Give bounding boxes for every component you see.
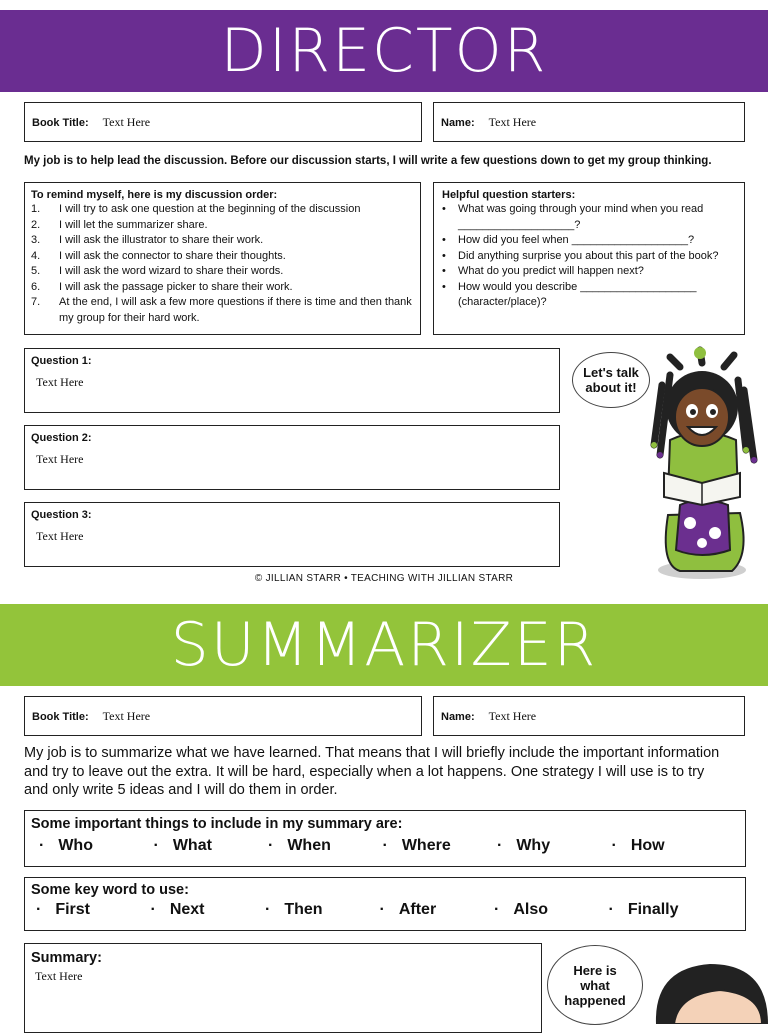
discussion-order-heading: To remind myself, here is my discussion order: xyxy=(31,189,278,201)
question-starter-item xyxy=(442,233,738,249)
include-words xyxy=(25,832,745,855)
question-3-field[interactable] xyxy=(24,502,560,567)
discussion-order-box xyxy=(24,182,421,335)
keyword-item xyxy=(265,901,380,919)
discussion-order-list xyxy=(31,202,414,326)
discussion-order-number: 2. xyxy=(31,218,41,231)
include-word-text: What xyxy=(172,837,212,854)
summarizer-banner xyxy=(0,604,768,686)
question-2-value[interactable]: Text Here xyxy=(36,452,84,466)
summarizer-name-field[interactable] xyxy=(433,696,745,736)
include-word-item xyxy=(383,837,498,855)
keyword-item xyxy=(494,901,609,919)
bullet-icon: · xyxy=(608,901,614,918)
director-title: DIRECTOR xyxy=(220,16,548,86)
bullet-icon: • xyxy=(442,234,446,246)
keyword-text: Finally xyxy=(627,901,679,918)
girl-reading-illustration xyxy=(640,345,764,580)
discussion-order-text: I will try to ask one question at the beginning of the discussion xyxy=(59,203,361,215)
include-box xyxy=(24,810,746,867)
summarizer-book-title-field[interactable] xyxy=(24,696,422,736)
book-title-label: Book Title: xyxy=(32,117,89,129)
bullet-icon: · xyxy=(39,837,45,854)
bullet-icon: · xyxy=(611,837,617,854)
keyword-item xyxy=(609,901,724,919)
keyword-heading: Some key word to use: xyxy=(31,882,189,898)
summarizer-book-title-value[interactable]: Text Here xyxy=(102,709,151,723)
book-title-field[interactable] xyxy=(24,102,422,142)
keyword-text: Next xyxy=(169,901,205,918)
bullet-icon: • xyxy=(442,203,446,215)
summarizer-book-title-label: Book Title: xyxy=(32,711,89,723)
question-starters-heading: Helpful question starters: xyxy=(442,189,576,201)
question-starters-box xyxy=(433,182,745,335)
summary-label: Summary: xyxy=(31,950,102,966)
include-word-item xyxy=(268,837,383,855)
include-word-item xyxy=(154,837,269,855)
bullet-icon: • xyxy=(442,249,446,262)
bullet-icon: · xyxy=(153,837,159,854)
discussion-order-number: 6. xyxy=(31,280,41,293)
keyword-text: First xyxy=(55,901,90,918)
here-is-what-happened-text: Here is what happened xyxy=(564,962,626,1008)
discussion-order-text: I will ask the illustrator to share their work. xyxy=(59,234,264,246)
keyword-box xyxy=(24,877,746,931)
discussion-order-number: 5. xyxy=(31,265,41,277)
keyword-text: Then xyxy=(284,901,323,918)
question-starter-item xyxy=(442,280,738,311)
summary-field[interactable] xyxy=(24,943,542,1033)
name-label: Name: xyxy=(441,117,475,129)
discussion-order-item xyxy=(31,264,414,280)
question-starters-list xyxy=(442,202,738,311)
question-1-value[interactable]: Text Here xyxy=(36,375,84,389)
director-intro: My job is to help lead the discussion. Before our discussion starts, I will write a few questions down to get my group thinking. xyxy=(24,155,712,167)
question-1-label: Question 1: xyxy=(31,355,92,367)
bullet-icon: • xyxy=(442,265,446,277)
lets-talk-speech-bubble xyxy=(572,352,650,408)
bullet-icon: • xyxy=(442,280,446,293)
name-value[interactable]: Text Here xyxy=(488,115,537,129)
include-word-item xyxy=(497,837,612,855)
summarizer-name-value[interactable]: Text Here xyxy=(488,709,537,723)
include-word-item xyxy=(612,837,727,855)
director-banner xyxy=(0,10,768,92)
bullet-icon: · xyxy=(268,837,274,854)
here-is-what-happened-speech-bubble xyxy=(547,945,643,1025)
summarizer-title: SUMMARIZER xyxy=(170,610,598,680)
question-3-label: Question 3: xyxy=(31,509,92,521)
question-starter-item xyxy=(442,264,738,280)
include-word-text: How xyxy=(630,837,665,854)
discussion-order-number: 1. xyxy=(31,203,41,215)
include-word-text: When xyxy=(287,837,331,854)
discussion-order-text: I will ask the passage picker to share their work. xyxy=(59,280,293,293)
question-3-value[interactable]: Text Here xyxy=(36,529,84,543)
question-starter-item xyxy=(442,249,738,265)
discussion-order-text: At the end, I will ask a few more questions if there is time and then thank my group for their hard work. xyxy=(59,296,412,324)
discussion-order-number: 7. xyxy=(31,296,41,308)
discussion-order-item xyxy=(31,295,414,326)
discussion-order-item xyxy=(31,218,414,234)
lets-talk-text: Let's talk about it! xyxy=(583,365,639,395)
keyword-item xyxy=(151,901,266,919)
question-1-field[interactable] xyxy=(24,348,560,413)
question-starter-text: Did anything surprise you about this part of the book? xyxy=(458,249,719,262)
question-starter-item xyxy=(442,202,738,233)
keyword-text: Also xyxy=(513,901,548,918)
discussion-order-text: I will ask the connector to share their thoughts. xyxy=(59,249,286,262)
book-title-value[interactable]: Text Here xyxy=(102,115,151,129)
summarizer-name-label: Name: xyxy=(441,711,475,723)
discussion-order-item xyxy=(31,249,414,265)
discussion-order-item xyxy=(31,202,414,218)
keyword-item xyxy=(380,901,495,919)
discussion-order-item xyxy=(31,280,414,296)
summarizer-intro: My job is to summarize what we have learned. That means that I will briefly include the important information and try to leave out the extra. It will be hard, especially when a lot happens. One strategy I will use is to try and only write 5 ideas and I will do them in order. xyxy=(24,745,720,798)
bullet-icon: · xyxy=(150,901,156,918)
bullet-icon: · xyxy=(494,901,500,918)
keyword-text: After xyxy=(398,901,437,918)
question-starter-text: What do you predict will happen next? xyxy=(458,265,644,277)
discussion-order-number: 3. xyxy=(31,234,41,246)
include-word-item xyxy=(39,837,154,855)
discussion-order-number: 4. xyxy=(31,249,41,262)
question-starter-text: How did you feel when ___________________? xyxy=(458,234,695,246)
keyword-item xyxy=(36,901,151,919)
question-2-label: Question 2: xyxy=(31,432,92,444)
question-starter-text: How would you describe ___________________ (character/place)? xyxy=(458,280,697,308)
discussion-order-item xyxy=(31,233,414,249)
include-word-text: Why xyxy=(516,837,551,854)
child-face-illustration xyxy=(650,960,768,1024)
include-word-text: Where xyxy=(401,837,451,854)
discussion-order-text: I will ask the word wizard to share their words. xyxy=(59,265,284,277)
bullet-icon: · xyxy=(379,901,385,918)
bullet-icon: · xyxy=(497,837,503,854)
bullet-icon: · xyxy=(382,837,388,854)
discussion-order-text: I will let the summarizer share. xyxy=(59,218,208,231)
include-heading: Some important things to include in my summary are: xyxy=(31,816,403,832)
keyword-words xyxy=(25,898,745,919)
bullet-icon: · xyxy=(265,901,271,918)
copyright-footer: © JILLIAN STARR • TEACHING WITH JILLIAN STARR xyxy=(254,573,514,584)
include-word-text: Who xyxy=(58,837,93,854)
summary-value[interactable]: Text Here xyxy=(35,969,83,983)
bullet-icon: · xyxy=(36,901,42,918)
name-field[interactable] xyxy=(433,102,745,142)
question-2-field[interactable] xyxy=(24,425,560,490)
question-starter-text: What was going through your mind when you read ___________________? xyxy=(458,203,704,231)
